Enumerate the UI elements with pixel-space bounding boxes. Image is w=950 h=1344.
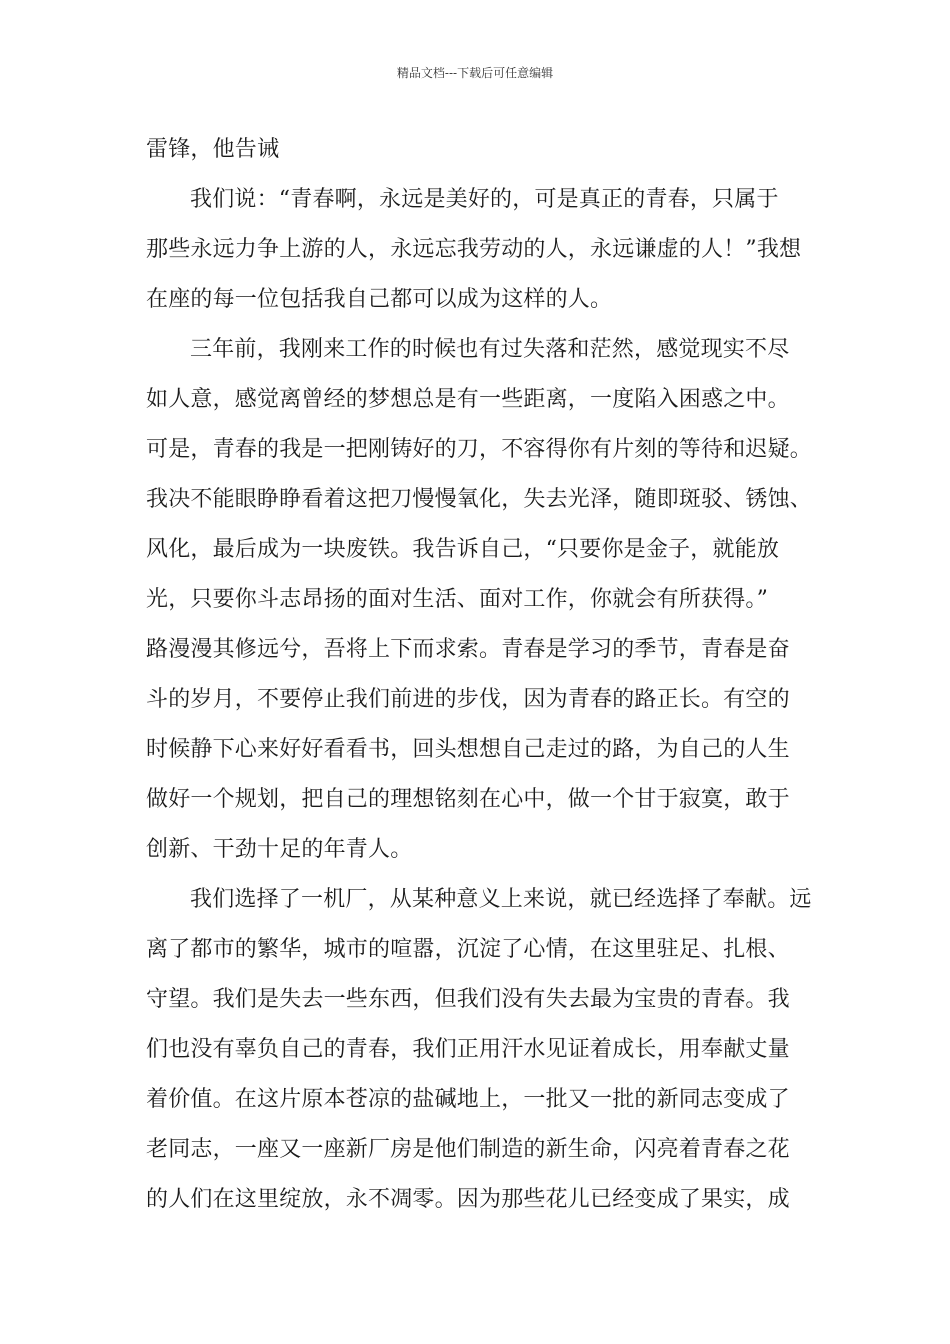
text-line: 三年前，我刚来工作的时候也有过失落和茫然，感觉现实不尽 <box>190 337 790 362</box>
text-line: 我们说：“青春啊，永远是美好的，可是真正的青春，只属于 <box>190 187 779 212</box>
text-line: 守望。我们是失去一些东西，但我们没有失去最为宝贵的青春。我 <box>146 987 790 1012</box>
text-line: 老同志，一座又一座新厂房是他们制造的新生命，闪亮着青春之花 <box>146 1137 790 1162</box>
text-line: 离了都市的繁华，城市的喧嚣，沉淀了心情，在这里驻足、扎根、 <box>146 937 790 962</box>
text-line: 斗的岁月，不要停止我们前进的步伐，因为青春的路正长。有空的 <box>146 687 790 712</box>
text-line: 我们选择了一机厂，从某种意义上来说，就已经选择了奉献。远 <box>190 887 812 912</box>
text-line: 路漫漫其修远兮，吾将上下而求索。青春是学习的季节，青春是奋 <box>146 637 790 662</box>
text-line: 那些永远力争上游的人，永远忘我劳动的人，永远谦虚的人！”我想 <box>146 237 802 262</box>
text-line: 雷锋，他告诫 <box>146 137 280 162</box>
page-header: 精品文档---下载后可任意编辑 <box>396 66 554 80</box>
text-line: 的人们在这里绽放，永不凋零。因为那些花儿已经变成了果实，成 <box>146 1187 790 1212</box>
text-line: 着价值。在这片原本苍凉的盐碱地上，一批又一批的新同志变成了 <box>146 1087 790 1112</box>
text-line: 可是，青春的我是一把刚铸好的刀，不容得你有片刻的等待和迟疑。 <box>146 437 813 462</box>
text-line: 们也没有辜负自己的青春，我们正用汗水见证着成长，用奉献丈量 <box>146 1037 790 1062</box>
text-line: 在座的每一位包括我自己都可以成为这样的人。 <box>146 287 613 312</box>
text-line: 我决不能眼睁睁看着这把刀慢慢氧化，失去光泽，随即斑驳、锈蚀、 <box>146 487 813 512</box>
text-line: 创新、干劲十足的年青人。 <box>146 837 413 862</box>
text-line: 如人意，感觉离曾经的梦想总是有一些距离，一度陷入困惑之中。 <box>146 387 790 412</box>
text-line: 做好一个规划，把自己的理想铭刻在心中，做一个甘于寂寞，敢于 <box>146 787 790 812</box>
text-line: 风化，最后成为一块废铁。我告诉自己，“只要你是金子，就能放 <box>146 537 780 562</box>
text-line: 时候静下心来好好看看书，回头想想自己走过的路，为自己的人生 <box>146 737 790 762</box>
text-line: 光，只要你斗志昂扬的面对生活、面对工作，你就会有所获得。” <box>146 587 769 612</box>
